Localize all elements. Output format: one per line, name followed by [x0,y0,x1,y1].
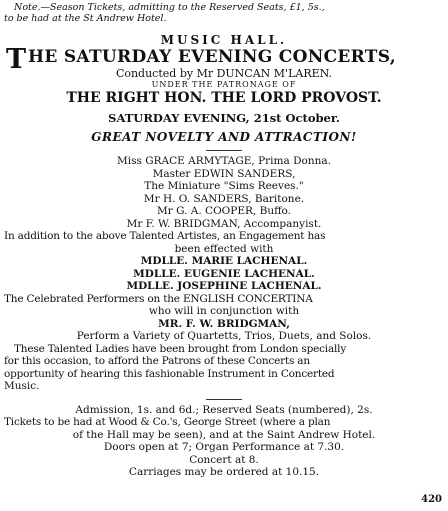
engagement-line-1: In addition to the above Talented Artistes, an Engagement has [4,230,326,242]
admission-details [4,404,444,479]
engagement-line-6: Perform a Variety of Quartetts, Trios, Duets, and Solos. [76,330,372,342]
performer-4: Mr H. O. SANDERS, Baritone. [143,192,305,205]
admission-line-1: Admission, 1s. and 6d.; Reserved Seats (numbered), 2s. [75,403,373,416]
engagement-line-2: been effected with [174,242,274,255]
note-line-1: Note.—Season Tickets, admitting to the Reserved Seats, £1, 5s., [14,2,325,13]
performer-2: Master EDWIN SANDERS, [152,167,296,180]
title-dropcap: T [6,44,27,75]
lachenal-josephine: MDLLE. JOSEPHINE LACHENAL. [126,280,322,292]
title-text: HE SATURDAY EVENING CONCERTS, [28,47,396,67]
patronage-line: UNDER THE PATRONAGE OF [151,80,297,89]
engagement-line-5: MR. F. W. BRIDGMAN, [158,317,290,330]
performer-5: Mr G. A. COOPER, Buffo. [156,205,292,217]
note-line-2: to be had at the St Andrew Hotel. [4,13,167,24]
admission-line-3: of the Hall may be seen), and at the Saint Andrew Hotel. [72,428,376,441]
page-number: 420 [421,494,442,505]
tagline: GREAT NOVELTY AND ATTRACTION! [91,130,357,144]
description-paragraph [4,343,444,393]
divider [206,150,242,151]
lachenal-eugenie: MDLLE. EUGENIE LACHENAL. [133,267,315,280]
admission-line-5: Concert at 8. [189,453,259,466]
admission-line-2: Tickets to be had at Wood & Co.'s, George Street (where a plan [4,416,331,428]
paragraph-line-1: These Talented Ladies have been brought from London specially [14,342,347,355]
lachenal-marie: MDLLE. MARIE LACHENAL. [140,255,308,267]
paragraph-line-4: Music. [4,380,40,392]
performer-6: Mr F. W. BRIDGMAN, Accompanyist. [126,217,322,230]
performer-3: The Miniature "Sims Reeves." [144,180,304,192]
performer-list [4,155,444,230]
conductor-line: Conducted by Mr DUNCAN M'LAREN. [115,67,333,80]
divider-2 [206,399,242,400]
patron-line: THE RIGHT HON. THE LORD PROVOST. [66,90,382,106]
admission-line-4: Doors open at 7; Organ Performance at 7.30. [103,441,345,453]
venue-heading: MUSIC HALL. [160,33,288,47]
admission-line-6: Carriages may be ordered at 10.15. [128,466,320,478]
engagement-line-3: The Celebrated Performers on the ENGLISH CONCERTINA [4,292,313,305]
paragraph-line-2: for this occasion, to afford the Patrons of these Concerts an [4,355,310,367]
paragraph-line-3: opportunity of hearing this fashionable Instrument in Concerted [4,367,335,380]
season-ticket-note [4,2,444,24]
concert-date: SATURDAY EVENING, 21st October. [108,111,340,125]
performer-1: Miss GRACE ARMYTAGE, Prima Donna. [117,155,331,167]
engagement-line-4: who will in conjunction with [148,305,300,317]
